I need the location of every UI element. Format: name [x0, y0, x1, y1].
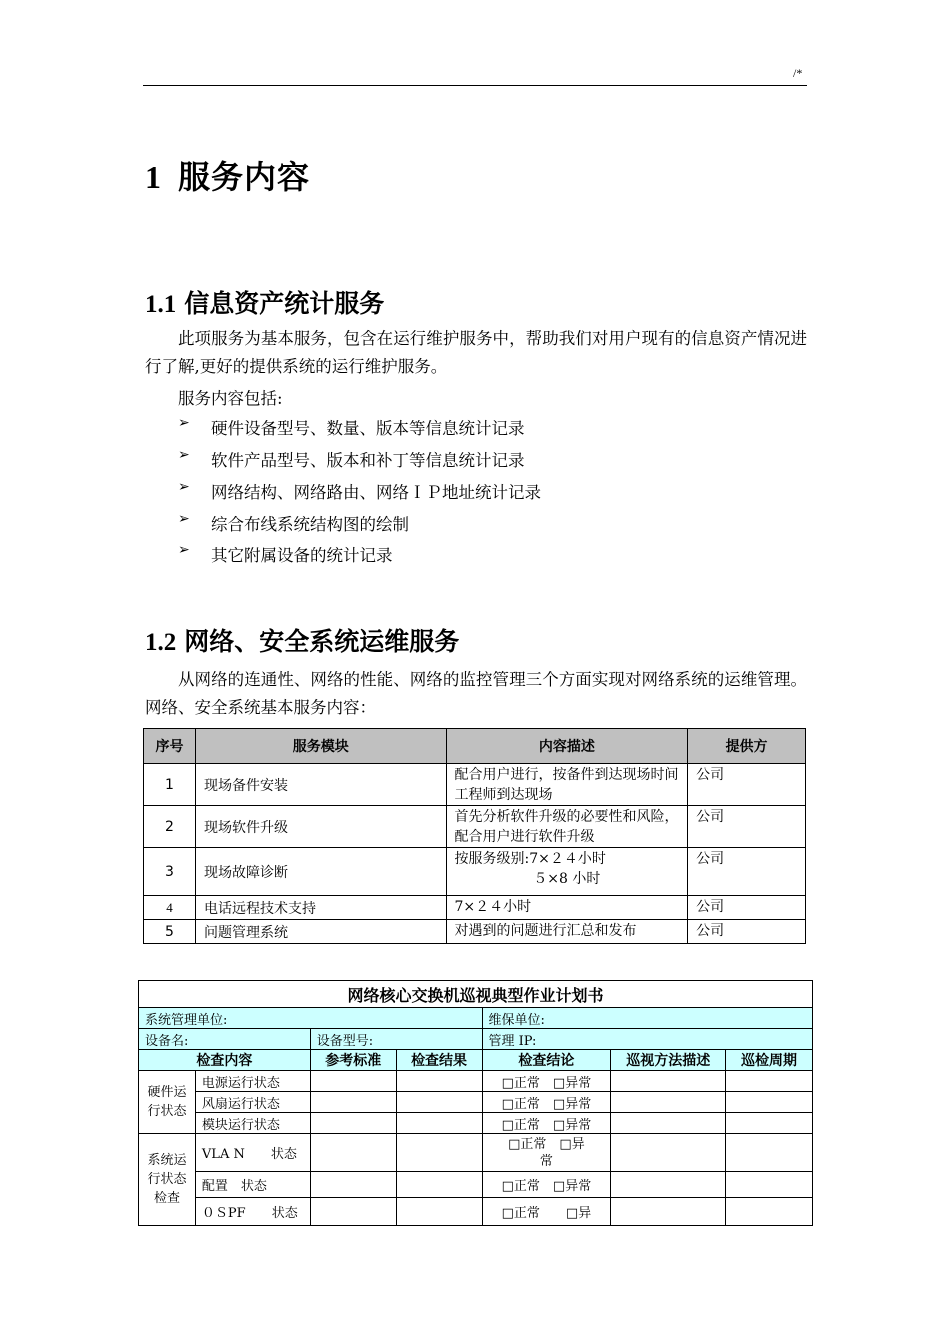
- abnormal-checkbox[interactable]: □异: [559, 1136, 585, 1152]
- normal-checkbox[interactable]: □正常: [501, 1075, 540, 1091]
- arrow-bullet-icon: ➢: [178, 511, 190, 527]
- column-header: 巡检周期: [726, 1050, 813, 1071]
- table-row: 风扇运行状态 □正常 □异常: [139, 1092, 813, 1113]
- list-item: ➢ 软件产品型号、版本和补丁等信息统计记录: [178, 447, 525, 470]
- arrow-bullet-icon: ➢: [178, 447, 190, 463]
- arrow-bullet-icon: ➢: [178, 415, 190, 431]
- section-title: 信息资产统计服务: [184, 289, 385, 318]
- arrow-bullet-icon: ➢: [178, 542, 190, 558]
- section-1-1-paragraph: 此项服务为基本服务，包含在运行维护服务中，帮助我们对用户现有的信息资产情况进行了解,更好的提供系统的运行维护服务。: [145, 329, 807, 376]
- device-name-label: 设备名:: [139, 1029, 311, 1050]
- column-header: 检查结论: [482, 1050, 611, 1071]
- table-header-row: [144, 729, 806, 764]
- column-header: 内容描述: [446, 729, 688, 764]
- abnormal-checkbox[interactable]: □异常: [552, 1075, 592, 1091]
- column-header: 服务模块: [195, 729, 446, 764]
- arrow-bullet-icon: ➢: [178, 479, 190, 495]
- column-header: 提供方: [688, 729, 806, 764]
- table-row: 3 现场故障诊断 按服务级别:7×２４小时 ５×8 小时 公司: [144, 848, 806, 896]
- table-row: 配置 状态 □正常 □异常: [139, 1172, 813, 1198]
- table-row: 2 现场软件升级 首先分析软件升级的必要性和风险，配合用户进行软件升级 公司: [144, 806, 806, 848]
- section-number: 1.1: [145, 291, 177, 318]
- header-mark: /*: [793, 66, 803, 80]
- section-1-1-heading: [145, 284, 384, 320]
- table-row: ０ＳPF 状态 □正常 □异: [139, 1198, 813, 1226]
- table-row: 4 电话远程技术支持 7×２４小时 公司: [144, 896, 806, 920]
- header-rule: [143, 85, 807, 86]
- services-table: [143, 728, 806, 944]
- normal-checkbox[interactable]: □正常: [501, 1206, 540, 1221]
- table-row: 模块运行状态 □正常 □异常: [139, 1113, 813, 1134]
- device-model-label: 设备型号:: [310, 1029, 482, 1050]
- group-label: 系统运行状态检查: [139, 1134, 196, 1226]
- section-title: 网络、安全系统运维服务: [184, 627, 460, 656]
- normal-checkbox[interactable]: □正常: [508, 1136, 547, 1152]
- inspection-plan-table: [138, 980, 813, 1226]
- table-row: 硬件运行状态 电源运行状态 □正常 □异常: [139, 1071, 813, 1092]
- section-number: 1.2: [145, 629, 177, 656]
- normal-checkbox[interactable]: □正常: [501, 1096, 540, 1112]
- section-number: 1: [145, 159, 162, 195]
- list-item: ➢ 硬件设备型号、数量、版本等信息统计记录: [178, 415, 525, 438]
- section-1-2-heading: [145, 622, 459, 658]
- table-row: 系统运行状态检查 VLA N 状态 □正常 □异 常: [139, 1134, 813, 1172]
- services-intro: 服务内容包括:: [178, 389, 283, 408]
- column-header: 检查内容: [139, 1050, 311, 1071]
- mgmt-ip-label: 管理 IP:: [482, 1029, 813, 1050]
- column-header: 巡视方法描述: [611, 1050, 726, 1071]
- column-header: 检查结果: [396, 1050, 482, 1071]
- section-title: 服务内容: [178, 158, 311, 196]
- section-1-heading: [145, 152, 310, 198]
- list-item: ➢ 其它附属设备的统计记录: [178, 542, 393, 565]
- normal-checkbox[interactable]: □正常: [501, 1117, 540, 1133]
- abnormal-checkbox[interactable]: □异: [565, 1206, 592, 1221]
- abnormal-checkbox[interactable]: □异常: [552, 1117, 592, 1133]
- admin-unit-label: 系统管理单位:: [139, 1008, 483, 1029]
- list-item: ➢ 综合布线系统结构图的绘制: [178, 511, 409, 534]
- list-item: ➢ 网络结构、网络路由、网络ＩＰ地址统计记录: [178, 479, 541, 502]
- table-header-row: [139, 1050, 813, 1071]
- group-label: 硬件运行状态: [139, 1071, 196, 1134]
- abnormal-checkbox[interactable]: □异常: [552, 1096, 592, 1112]
- plan-title: 网络核心交换机巡视典型作业计划书: [139, 981, 813, 1008]
- abnormal-checkbox[interactable]: □异常: [552, 1179, 592, 1194]
- maint-unit-label: 维保单位:: [482, 1008, 813, 1029]
- normal-checkbox[interactable]: □正常: [501, 1179, 540, 1194]
- section-1-2-paragraph: 从网络的连通性、网络的性能、网络的监控管理三个方面实现对网络系统的运维管理。网络、安全系统基本服务内容：: [145, 670, 807, 717]
- column-header: 序号: [144, 729, 196, 764]
- column-header: 参考标准: [310, 1050, 396, 1071]
- table-row: 1 现场备件安装 配合用户进行，按备件到达现场时间工程师到达现场 公司: [144, 764, 806, 806]
- table-row: 5 问题管理系统 对遇到的问题进行汇总和发布 公司: [144, 920, 806, 944]
